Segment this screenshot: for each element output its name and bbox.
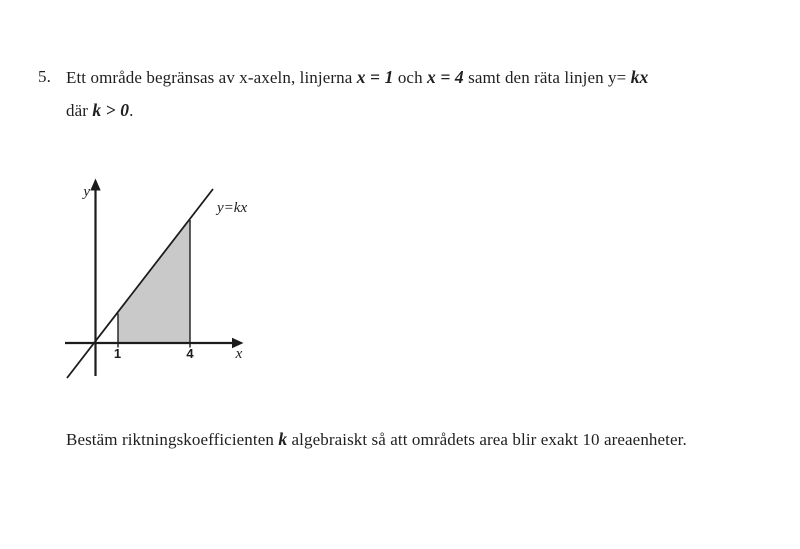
question-text bbox=[66, 429, 687, 450]
statement-text-2: och bbox=[393, 68, 428, 87]
question-text-1: Bestäm riktningskoefficienten bbox=[66, 430, 279, 449]
statement-text-5: . bbox=[129, 101, 134, 120]
question-text-2: algebraiskt så att områdets area blir exakt 10 areaenheter. bbox=[287, 430, 687, 449]
math-expression-k-positive: k > 0 bbox=[92, 100, 130, 120]
line-label: y=kx bbox=[217, 200, 248, 216]
statement-text-1: Ett område begränsas av x-axeln, linjerna bbox=[66, 68, 357, 87]
math-expression-kx: kx bbox=[630, 67, 649, 87]
math-expression-k: k bbox=[278, 429, 288, 449]
math-expression-x-equals-1: x = 1 bbox=[356, 67, 394, 87]
math-expression-x-equals-4: x = 4 bbox=[427, 67, 464, 87]
statement-text-4: där bbox=[66, 101, 93, 120]
x-tick-label-4: 4 bbox=[186, 346, 194, 361]
x-tick-label-1: 1 bbox=[113, 346, 122, 361]
problem-statement-line2 bbox=[66, 100, 133, 121]
shaded-region bbox=[118, 220, 190, 343]
y-axis-label: y bbox=[83, 184, 90, 200]
y-axis-arrow-icon bbox=[90, 179, 100, 191]
x-axis-label: x bbox=[235, 346, 243, 362]
coordinate-diagram bbox=[55, 170, 255, 385]
problem-statement-line1 bbox=[66, 67, 648, 88]
problem-number: 5. bbox=[38, 67, 51, 86]
statement-text-3: samt den räta linjen y= bbox=[463, 68, 631, 87]
